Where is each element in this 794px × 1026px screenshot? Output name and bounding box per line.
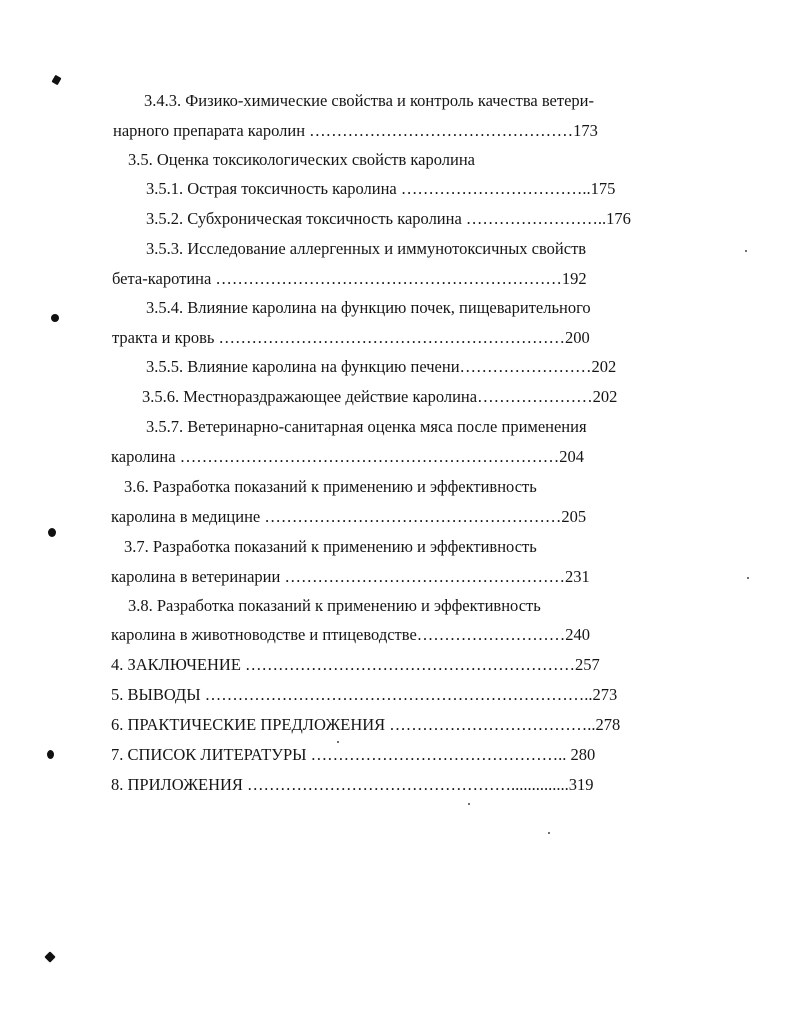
toc-entry-3-6: 3.6. Разработка показаний к применению и эффективность [124,477,537,496]
toc-entry-3-5-4-cont: тракта и кровь ………………………………………………………200 [112,328,590,347]
toc-entry-5: 5. ВЫВОДЫ ……………………………………………………………..273 [111,685,618,704]
toc-entry-8: 8. ПРИЛОЖЕНИЯ …………………………………………..............319 [111,775,594,794]
scan-speck [745,250,747,252]
scan-mark-2 [48,528,56,537]
toc-entry-3-5-5: 3.5.5. Влияние каролина на функцию печени……………………202 [146,357,617,376]
toc-entry-3-5: 3.5. Оценка токсикологических свойств каролина [128,150,475,169]
scan-mark-top [51,75,61,85]
toc-entry-3-5-1: 3.5.1. Острая токсичность каролина ……………………………..175 [146,179,616,198]
toc-entry-3-5-3: 3.5.3. Исследование аллергенных и иммунотоксичных свойств [146,239,587,258]
toc-entry-4: 4. ЗАКЛЮЧЕНИЕ ……………………………………………………257 [111,655,600,674]
toc-entry-6: 6. ПРАКТИЧЕСКИЕ ПРЕДЛОЖЕНИЯ ………………………………..278 [111,715,621,734]
toc-entry-3-5-2: 3.5.2. Субхроническая токсичность каролина ……………………..176 [146,209,631,228]
scan-speck [468,803,470,805]
scan-mark-3 [47,750,54,759]
scan-speck [548,832,550,834]
scan-speck [747,577,749,579]
toc-entry-3-5-4: 3.5.4. Влияние каролина на функцию почек, пищеварительного [146,298,591,317]
toc-entry-3-5-7-cont: каролина ……………………………………………………………204 [111,447,584,466]
toc-entry-3-5-6: 3.5.6. Местнораздражающее действие каролина…………………202 [142,387,618,406]
toc-entry-3-5-3-cont: бета-каротина ………………………………………………………192 [112,269,587,288]
toc-entry-3-7: 3.7. Разработка показаний к применению и эффективность [124,537,537,556]
toc-entry-3-6-cont: каролина в медицине ………………………………………………205 [111,507,587,526]
toc-entry-3-4-3: 3.4.3. Физико-химические свойства и контроль качества ветери- [144,91,594,110]
toc-entry-3-7-cont: каролина в ветеринарии ……………………………………………231 [111,567,590,586]
scan-mark-bottom [44,951,55,962]
toc-entry-3-8: 3.8. Разработка показаний к применению и эффективность [128,596,541,615]
toc-entry-3-4-3-cont: нарного препарата каролин …………………………………………173 [113,121,598,140]
toc-entry-3-8-cont: каролина в животноводстве и птицеводстве………………………240 [111,625,591,644]
scan-mark-1 [51,314,59,322]
toc-entry-3-5-7: 3.5.7. Ветеринарно-санитарная оценка мяса после применения [146,417,587,436]
toc-entry-7: 7. СПИСОК ЛИТЕРАТУРЫ ……………………………………….. 280 [111,745,596,764]
